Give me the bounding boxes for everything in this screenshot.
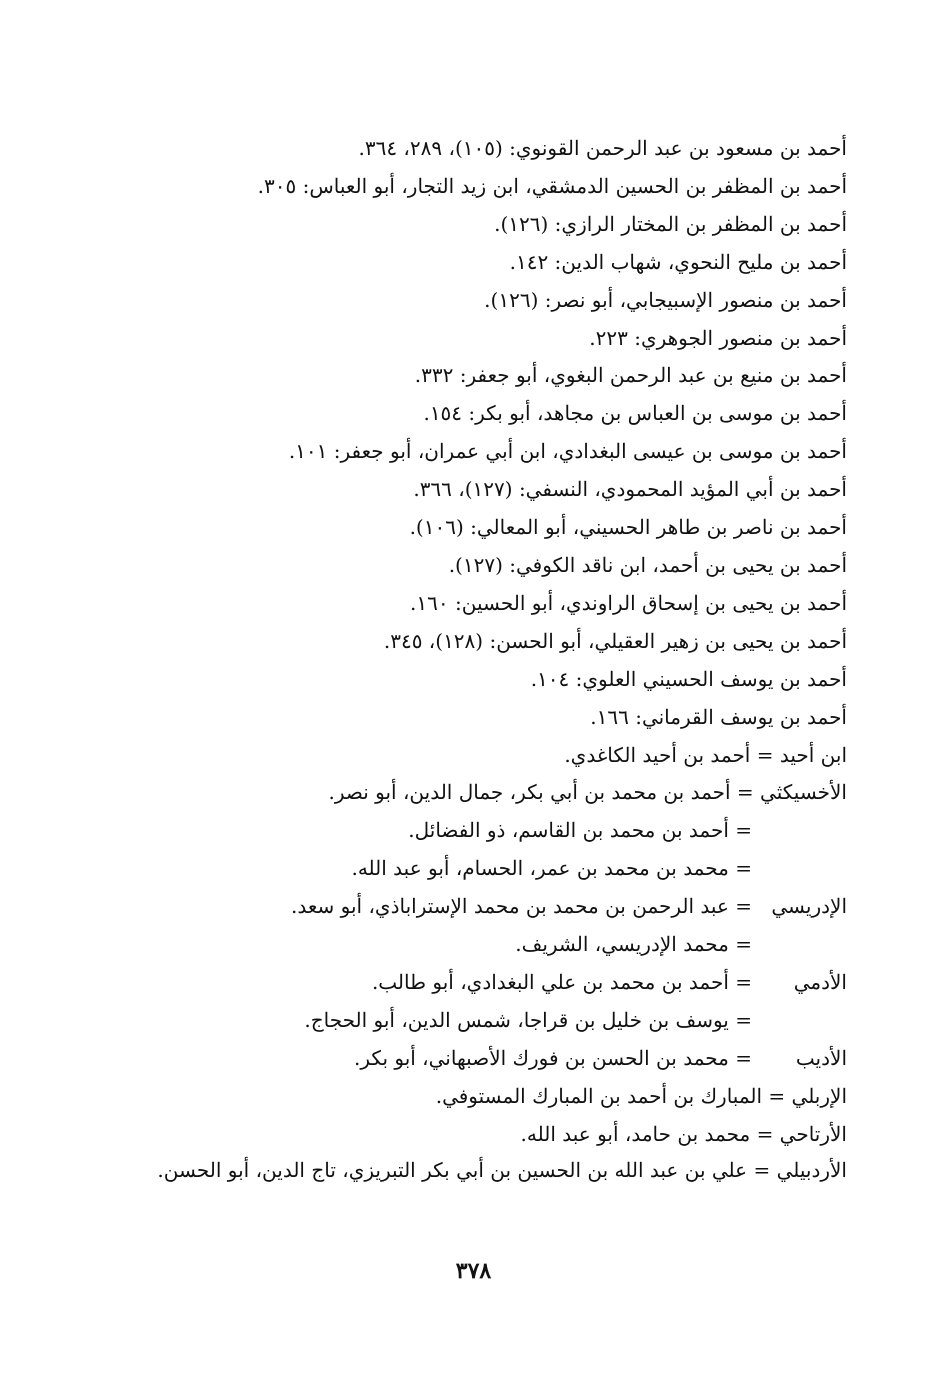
index-entry: أحمد بن موسى بن عيسى البغدادي، ابن أبي عمران، أبو جعفر: ١٠١. [288, 439, 847, 464]
reference-irbili: الإربلي = المبارك بن أحمد بن المبارك المستوفي. [435, 1083, 847, 1108]
index-entry: أحمد بن منصور الإسبيجابي، أبو نصر: (١٢٦). [484, 287, 847, 312]
reference-adami-alt: = يوسف بن خليل بن قراجا، شمس الدين، أبو الحجاج. [304, 1007, 752, 1032]
reference-idrisi-alt: = محمد الإدريسي، الشريف. [515, 932, 752, 957]
index-entry: أحمد بن أبي المؤيد المحمودي، النسفي: (١٢٧)، ٣٦٦. [413, 477, 847, 502]
index-entry: أحمد بن ناصر بن طاهر الحسيني، أبو المعالي: (١٠٦). [409, 515, 847, 540]
reference-label: الأدمي [793, 969, 847, 994]
reference-target: = عبد الرحمن بن محمد بن محمد الإستراباذي، أبو سعد. [291, 894, 752, 919]
index-entry: أحمد بن موسى بن العباس بن مجاهد، أبو بكر: ١٥٤. [423, 401, 847, 426]
index-page [107, 130, 847, 1187]
index-entry: أحمد بن المظفر بن المختار الرازي: (١٢٦). [494, 211, 847, 236]
reference-ardabili: الأردبيلي = علي بن عبد الله بن الحسين بن أبي بكر التبريزي، تاج الدين، أبو الحسن. [157, 1158, 847, 1183]
index-entry: أحمد بن يحيى بن إسحاق الراوندي، أبو الحسين: ١٦٠. [410, 590, 847, 615]
reference-label: الأديب [795, 1045, 847, 1070]
reference-idrisi [107, 888, 847, 926]
index-entry: أحمد بن مسعود بن عبد الرحمن القونوي: (١٠٥)، ٢٨٩، ٣٦٤. [358, 136, 847, 160]
index-entry: أحمد بن يحيى بن زهير العقيلي، أبو الحسن: (١٢٨)، ٣٤٥. [383, 628, 847, 653]
reference-akhsikathi: الأخسيكثي = أحمد بن محمد بن أبي بكر، جمال الدين، أبو نصر. [328, 780, 847, 805]
index-entry: أحمد بن منيع بن عبد الرحمن البغوي، أبو جعفر: ٣٣٢. [414, 363, 847, 388]
reference-target: = محمد بن الحسن بن فورك الأصبهاني، أبو بكر. [354, 1045, 752, 1070]
reference-akhsikathi-alt: = أحمد بن محمد بن القاسم، ذو الفضائل. [408, 818, 752, 843]
index-entry: أحمد بن المظفر بن الحسين الدمشقي، ابن زيد التجار، أبو العباس: ٣٠٥. [257, 173, 847, 198]
reference-target: = أحمد بن محمد بن علي البغدادي، أبو طالب. [371, 969, 752, 994]
index-entry: أحمد بن يوسف القرماني: ١٦٦. [590, 704, 847, 729]
index-entry: أحمد بن يوسف الحسيني العلوي: ١٠٤. [530, 666, 847, 691]
index-entry: أحمد بن يحيى بن أحمد، ابن ناقد الكوفي: (١٢٧). [448, 552, 847, 577]
reference-label: الإدريسي [771, 894, 847, 919]
reference-akhsikathi-alt: = محمد بن محمد بن عمر، الحسام، أبو عبد الله. [351, 856, 752, 881]
page-number: ٣٧٨ [455, 1258, 492, 1284]
reference-adami [107, 964, 847, 1002]
reference-ibn-ahid: ابن أحيد = أحمد بن أحيد الكاغدي. [564, 742, 847, 767]
reference-artahi: الأرتاحي = محمد بن حامد، أبو عبد الله. [520, 1121, 847, 1146]
index-entry: أحمد بن منصور الجوهري: ٢٢٣. [589, 325, 847, 350]
reference-adib [107, 1040, 847, 1078]
index-entry: أحمد بن مليح النحوي، شهاب الدين: ١٤٢. [509, 249, 847, 274]
